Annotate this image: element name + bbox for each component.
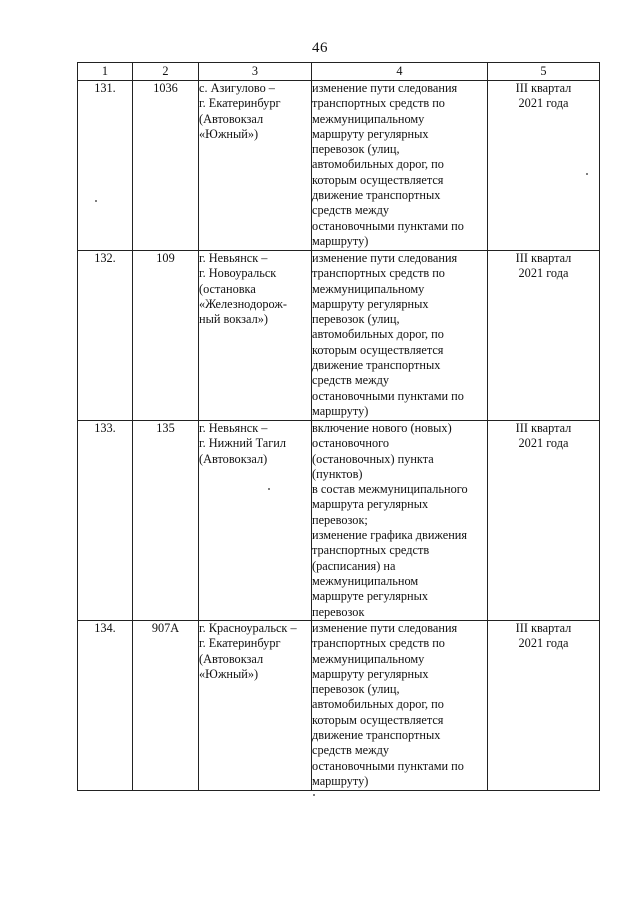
header-col-5: 5 (488, 63, 600, 81)
header-col-3: 3 (199, 63, 312, 81)
header-col-1: 1 (78, 63, 133, 81)
route-name: г. Красноуральск – г. Екатеринбург (Автовокзал «Южный») (199, 621, 297, 681)
term: III квартал 2021 года (515, 81, 572, 111)
route-number: 1036 (133, 81, 199, 251)
table-row (78, 621, 600, 791)
route-name: г. Невьянск – г. Новоуральск (остановка «Железнодорож- ный вокзал») (199, 251, 287, 327)
change-description: изменение пути следования транспортных средств по межмуниципальному маршруту регулярных перевозок (улиц, автомобильных дорог, по которым осуществляется движение транспортных средств между остановочными пунктами по маршруту) (312, 621, 464, 788)
route-name: г. Невьянск – г. Нижний Тагил (Автовокзал) (199, 421, 287, 466)
scan-speck (268, 488, 270, 490)
table-row (78, 421, 600, 621)
route-number: 135 (133, 421, 199, 621)
route-number: 907А (133, 621, 199, 791)
row-number: 132. (78, 251, 133, 421)
route-number: 109 (133, 251, 199, 421)
header-col-4: 4 (312, 63, 488, 81)
page-number: 46 (312, 40, 328, 56)
scan-speck (95, 200, 97, 202)
change-description: включение нового (новых) остановочного (остановочных) пункта (пунктов) в состав межмуниципального маршрута регулярных перевозок; изменение графика движения транспортных средств (расписания) на межмуниципальном маршруте регулярных перевозок (312, 421, 468, 619)
header-col-2: 2 (133, 63, 199, 81)
table-header (78, 63, 600, 81)
term: III квартал 2021 года (515, 251, 572, 281)
scan-speck (313, 794, 315, 796)
table-row (78, 81, 600, 251)
change-description: изменение пути следования транспортных средств по межмуниципальному маршруту регулярных перевозок (улиц, автомобильных дорог, по которым осуществляется движение транспортных средств между остановочными пунктами по маршруту) (312, 251, 464, 418)
row-number: 134. (78, 621, 133, 791)
row-number: 133. (78, 421, 133, 621)
term: III квартал 2021 года (515, 621, 572, 651)
scan-speck (586, 173, 588, 175)
term: III квартал 2021 года (515, 421, 572, 451)
table-body (78, 81, 600, 791)
row-number: 131. (78, 81, 133, 251)
routes-table (77, 62, 600, 791)
header-row (78, 63, 600, 81)
table-row (78, 251, 600, 421)
route-name: с. Азигулово – г. Екатеринбург (Автовокзал «Южный») (199, 81, 281, 141)
change-description: изменение пути следования транспортных средств по межмуниципальному маршруту регулярных перевозок (улиц, автомобильных дорог, по которым осуществляется движение транспортных средств между остановочными пунктами по маршруту) (312, 81, 464, 248)
